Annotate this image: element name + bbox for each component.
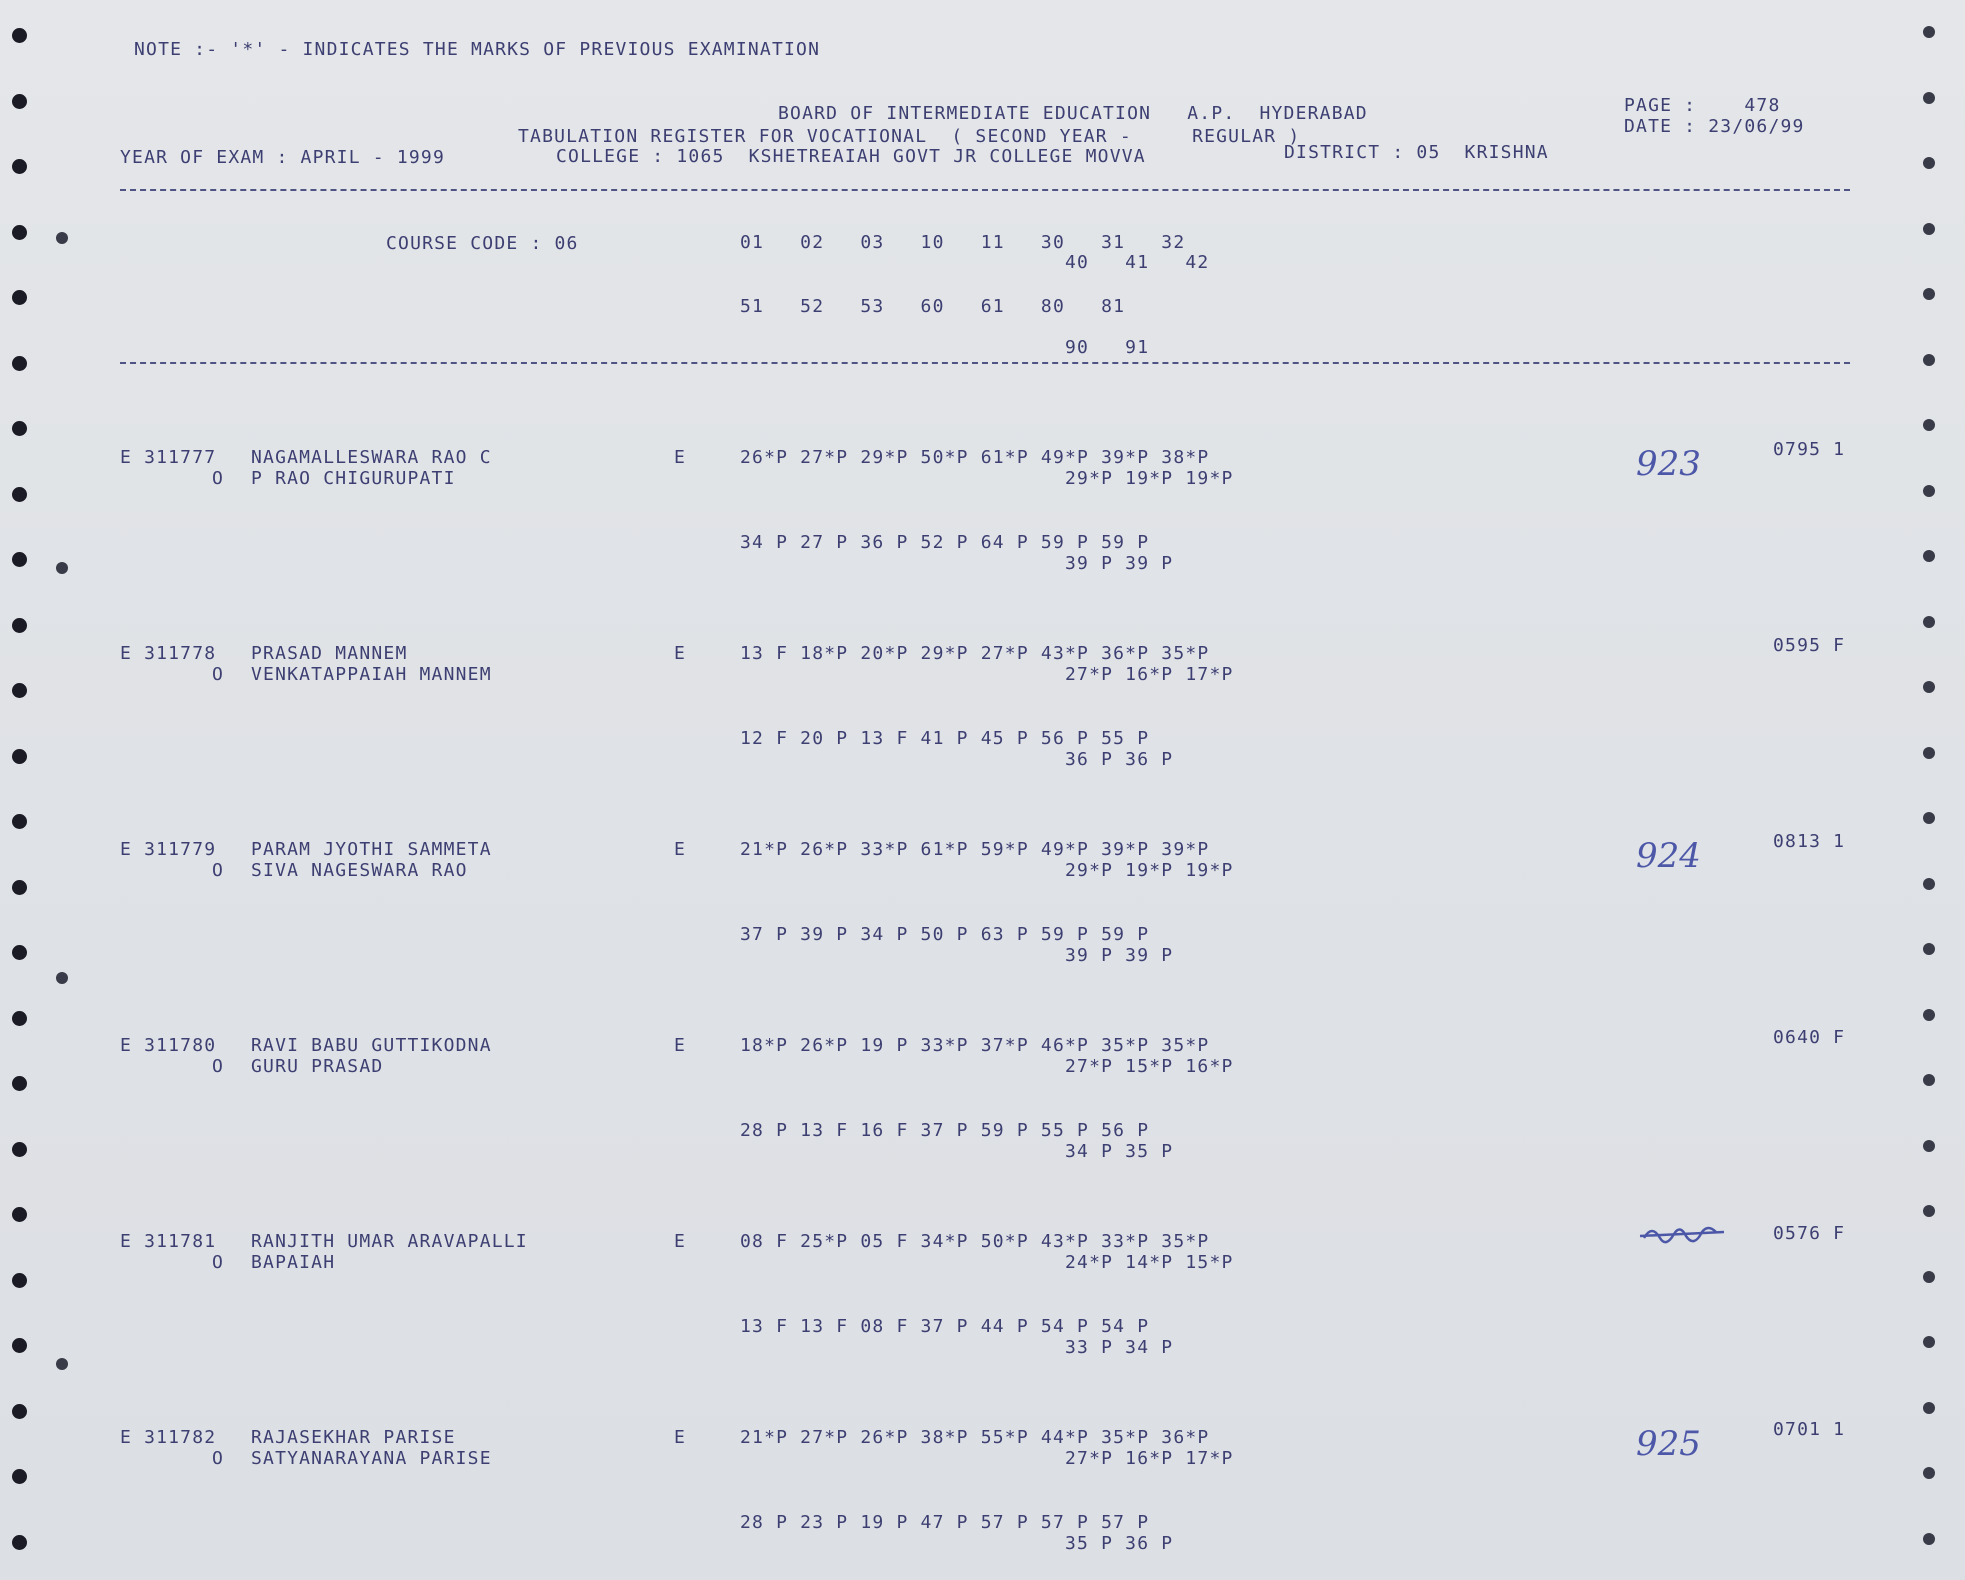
punch-mark xyxy=(56,562,68,574)
punch-mark xyxy=(56,1358,68,1370)
parent-name: SATYANARAYANA PARISE xyxy=(251,1448,492,1469)
tractor-feed-hole xyxy=(1923,223,1935,235)
district-info: DISTRICT : 05 KRISHNA xyxy=(1284,142,1549,163)
parent-prefix: O xyxy=(212,664,225,685)
page-number: PAGE : 478 xyxy=(1624,95,1781,116)
handwritten-serial-number: 923 xyxy=(1636,444,1701,484)
tractor-feed-hole xyxy=(12,945,27,960)
tractor-feed-hole xyxy=(12,1207,27,1222)
tractor-feed-hole xyxy=(1923,354,1935,366)
marks-theory: 21*P 27*P 26*P 38*P 55*P 44*P 35*P 36*P xyxy=(740,1427,1210,1448)
tractor-feed-hole xyxy=(1923,1533,1935,1545)
punch-mark xyxy=(56,232,68,244)
right-tractor-feed-strip xyxy=(1895,0,1965,1580)
marks-theory-cont: 27*P 15*P 16*P xyxy=(1065,1056,1234,1077)
marks-theory-cont: 24*P 14*P 15*P xyxy=(1065,1252,1234,1273)
student-id: E 311782 xyxy=(120,1427,217,1448)
tractor-feed-hole xyxy=(1923,550,1935,562)
marks-theory-cont: 27*P 16*P 17*P xyxy=(1065,664,1234,685)
tractor-feed-hole xyxy=(1923,616,1935,628)
marks-practical: 34 P 27 P 36 P 52 P 64 P 59 P 59 P xyxy=(740,532,1150,553)
course-code-label: COURSE CODE : 06 xyxy=(386,233,579,254)
student-name: RAVI BABU GUTTIKODNA xyxy=(251,1035,492,1056)
marks-practical: 12 F 20 P 13 F 41 P 45 P 56 P 55 P xyxy=(740,728,1150,749)
student-name: PRASAD MANNEM xyxy=(251,643,408,664)
tractor-feed-hole xyxy=(12,880,27,895)
grand-total-result: 0813 1 xyxy=(1773,831,1846,852)
tractor-feed-hole xyxy=(12,421,27,436)
parent-prefix: O xyxy=(212,1252,225,1273)
tractor-feed-hole xyxy=(12,749,27,764)
parent-prefix: O xyxy=(212,468,225,489)
tractor-feed-hole xyxy=(12,94,27,109)
grand-total-result: 0640 F xyxy=(1773,1027,1846,1048)
tractor-feed-hole xyxy=(12,1535,27,1550)
grand-total-result: 0595 F xyxy=(1773,635,1846,656)
student-name: PARAM JYOTHI SAMMETA xyxy=(251,839,492,860)
struck-out-handwriting xyxy=(1638,1216,1728,1256)
tractor-feed-hole xyxy=(1923,485,1935,497)
marks-theory: 21*P 26*P 33*P 61*P 59*P 49*P 39*P 39*P xyxy=(740,839,1210,860)
tractor-feed-hole xyxy=(12,28,27,43)
subject-codes-row-4: 90 91 xyxy=(1065,337,1150,358)
handwritten-serial-number: 925 xyxy=(1636,1424,1701,1464)
tractor-feed-hole xyxy=(12,225,27,240)
tractor-feed-hole xyxy=(1923,1009,1935,1021)
marks-practical-cont: 39 P 39 P xyxy=(1065,945,1174,966)
marks-practical: 28 P 13 F 16 F 37 P 59 P 55 P 56 P xyxy=(740,1120,1150,1141)
medium: E xyxy=(674,1231,687,1252)
tractor-feed-hole xyxy=(12,814,27,829)
tractor-feed-hole xyxy=(1923,26,1935,38)
tractor-feed-hole xyxy=(12,552,27,567)
tractor-feed-hole xyxy=(1923,1336,1935,1348)
tractor-feed-hole xyxy=(1923,878,1935,890)
tractor-feed-hole xyxy=(1923,419,1935,431)
tractor-feed-hole xyxy=(12,1076,27,1091)
marks-theory-cont: 29*P 19*P 19*P xyxy=(1065,860,1234,881)
parent-prefix: O xyxy=(212,860,225,881)
tractor-feed-hole xyxy=(12,159,27,174)
marks-theory: 26*P 27*P 29*P 50*P 61*P 49*P 39*P 38*P xyxy=(740,447,1210,468)
subject-codes-row-1: 01 02 03 10 11 30 31 32 xyxy=(740,232,1186,253)
marks-practical-cont: 39 P 39 P xyxy=(1065,553,1174,574)
tractor-feed-hole xyxy=(12,683,27,698)
student-id: E 311780 xyxy=(120,1035,217,1056)
subject-codes-row-3: 51 52 53 60 61 80 81 xyxy=(740,296,1126,317)
marks-practical-cont: 34 P 35 P xyxy=(1065,1141,1174,1162)
student-id: E 311777 xyxy=(120,447,217,468)
student-id: E 311778 xyxy=(120,643,217,664)
marks-theory-cont: 27*P 16*P 17*P xyxy=(1065,1448,1234,1469)
parent-name: GURU PRASAD xyxy=(251,1056,384,1077)
board-title: BOARD OF INTERMEDIATE EDUCATION A.P. HYDERABAD xyxy=(778,103,1368,124)
college-info: COLLEGE : 1065 KSHETREAIAH GOVT JR COLLEGE MOVVA xyxy=(556,146,1146,167)
marks-practical-cont: 36 P 36 P xyxy=(1065,749,1174,770)
parent-name: VENKATAPPAIAH MANNEM xyxy=(251,664,492,685)
parent-name: BAPAIAH xyxy=(251,1252,336,1273)
tractor-feed-hole xyxy=(12,290,27,305)
student-name: RAJASEKHAR PARISE xyxy=(251,1427,456,1448)
tractor-feed-hole xyxy=(1923,681,1935,693)
parent-prefix: O xyxy=(212,1056,225,1077)
tractor-feed-hole xyxy=(12,356,27,371)
tractor-feed-hole xyxy=(1923,1074,1935,1086)
student-name: RANJITH UMAR ARAVAPALLI xyxy=(251,1231,528,1252)
year-of-exam: YEAR OF EXAM : APRIL - 1999 xyxy=(120,147,445,168)
parent-prefix: O xyxy=(212,1448,225,1469)
medium: E xyxy=(674,447,687,468)
tractor-feed-hole xyxy=(12,1338,27,1353)
tractor-feed-hole xyxy=(12,1011,27,1026)
tractor-feed-hole xyxy=(1923,92,1935,104)
marks-theory: 08 F 25*P 05 F 34*P 50*P 43*P 33*P 35*P xyxy=(740,1231,1210,1252)
tractor-feed-hole xyxy=(1923,1402,1935,1414)
medium: E xyxy=(674,1427,687,1448)
tractor-feed-hole xyxy=(12,1404,27,1419)
tractor-feed-hole xyxy=(1923,288,1935,300)
marks-practical: 28 P 23 P 19 P 47 P 57 P 57 P 57 P xyxy=(740,1512,1150,1533)
tractor-feed-hole xyxy=(1923,812,1935,824)
tractor-feed-hole xyxy=(12,1273,27,1288)
tractor-feed-hole xyxy=(1923,1140,1935,1152)
grand-total-result: 0795 1 xyxy=(1773,439,1846,460)
marks-theory: 18*P 26*P 19 P 33*P 37*P 46*P 35*P 35*P xyxy=(740,1035,1210,1056)
tractor-feed-hole xyxy=(12,1469,27,1484)
marks-theory-cont: 29*P 19*P 19*P xyxy=(1065,468,1234,489)
marks-practical: 37 P 39 P 34 P 50 P 63 P 59 P 59 P xyxy=(740,924,1150,945)
header-divider-bottom xyxy=(120,362,1850,364)
tractor-feed-hole xyxy=(12,1142,27,1157)
tractor-feed-hole xyxy=(1923,1467,1935,1479)
medium: E xyxy=(674,643,687,664)
parent-name: SIVA NAGESWARA RAO xyxy=(251,860,468,881)
tractor-feed-hole xyxy=(1923,747,1935,759)
tractor-feed-hole xyxy=(1923,157,1935,169)
note-line: NOTE :- '*' - INDICATES THE MARKS OF PREVIOUS EXAMINATION xyxy=(134,39,821,60)
medium: E xyxy=(674,1035,687,1056)
tractor-feed-hole xyxy=(1923,1205,1935,1217)
student-id: E 311781 xyxy=(120,1231,217,1252)
tractor-feed-hole xyxy=(1923,943,1935,955)
marks-theory: 13 F 18*P 20*P 29*P 27*P 43*P 36*P 35*P xyxy=(740,643,1210,664)
register-title: TABULATION REGISTER FOR VOCATIONAL ( SECOND YEAR - REGULAR ) xyxy=(518,126,1301,147)
grand-total-result: 0701 1 xyxy=(1773,1419,1846,1440)
parent-name: P RAO CHIGURUPATI xyxy=(251,468,456,489)
header-divider-top xyxy=(120,189,1850,191)
student-id: E 311779 xyxy=(120,839,217,860)
tractor-feed-hole xyxy=(1923,1271,1935,1283)
student-name: NAGAMALLESWARA RAO C xyxy=(251,447,492,468)
grand-total-result: 0576 F xyxy=(1773,1223,1846,1244)
marks-practical-cont: 33 P 34 P xyxy=(1065,1337,1174,1358)
subject-codes-row-2: 40 41 42 xyxy=(1065,252,1210,273)
punch-mark xyxy=(56,972,68,984)
handwritten-serial-number: 924 xyxy=(1636,836,1701,876)
marks-practical: 13 F 13 F 08 F 37 P 44 P 54 P 54 P xyxy=(740,1316,1150,1337)
tractor-feed-hole xyxy=(12,618,27,633)
print-date: DATE : 23/06/99 xyxy=(1624,116,1805,137)
marks-practical-cont: 35 P 36 P xyxy=(1065,1533,1174,1554)
medium: E xyxy=(674,839,687,860)
tractor-feed-hole xyxy=(12,487,27,502)
left-tractor-feed-strip xyxy=(0,0,70,1580)
